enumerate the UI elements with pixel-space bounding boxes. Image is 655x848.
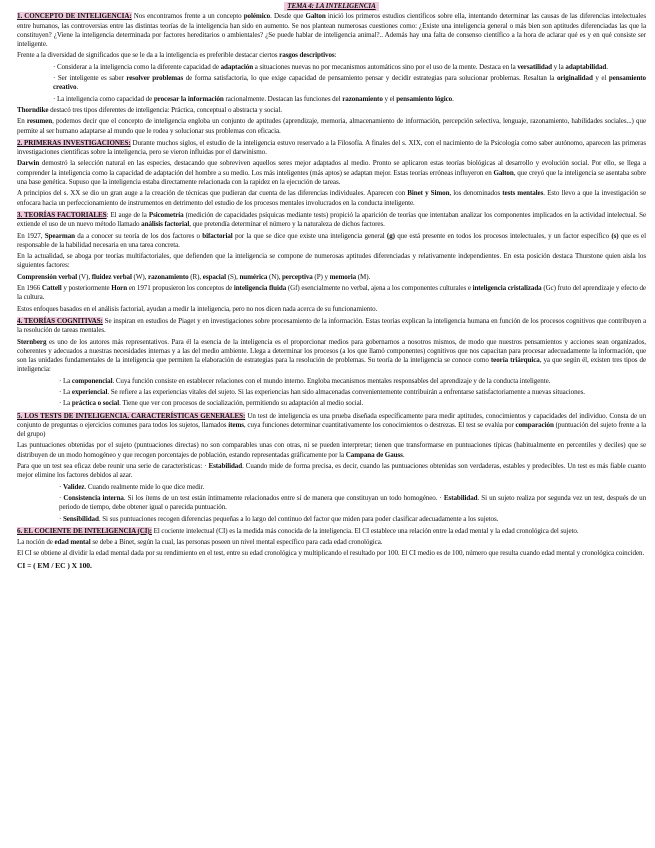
s5-list-item-consistency: · Consistencia interna. Si los ítems de un test están íntimamente relacionados entre sí de manera que constituyan un todo homogéneo. · Estabilidad. Si un sujeto realiza por segunda vez un test, después de un periodo de tiempo, debe obtener igual o parecida puntuación. (59, 493, 647, 512)
s6-paragraph-intro: 6. EL COCIENTE DE INTELIGENCIA (CI): El cociente intelectual (CI) es la medida más conocida de la inteligencia. El CI establece una relación entre la edad mental y la edad cronológica del sujeto. (17, 526, 579, 535)
s5-paragraph-scores: Las puntuaciones obtenidas por el sujeto (puntuaciones directas) no son comparables unas con otras, ni se pueden interpretar; tienen que transformarse en puntuaciones típicas (habitualmente en percentiles y deciles) que se distribuyen de un modo homogéneo y que recogen porcentajes de población, estando representadas gráficamente por la Campana de Gauss. (17, 441, 646, 459)
s5-list-item-validity: · Validez. Cuando realmente mide lo que dice medir. (59, 482, 205, 491)
s1-paragraph-traits: Frente a la diversidad de significados que se le da a la inteligencia es preferible destacar ciertos rasgos descriptivos: (17, 51, 337, 60)
s4-list-item-experiential: · La experiencial. Se refiere a las experiencias vitales del sujeto. Si las experiencias han sido almacenadas convenientemente contribuirán a enfrentarse satisfactoriamente a nuevas situaciones. (59, 387, 585, 396)
s5-list-item-sensitivity: · Sensibilidad. Si sus puntuaciones recogen diferencias pequeñas a lo largo del continuo del factor que miden para poder clasificar adecuadamente a los sujetos. (59, 514, 499, 523)
s2-paragraph-darwin: Darwin demostró la selección natural en las especies, destacando que sobreviven aquellos seres mejor adaptados al medio. Pronto se aplicaron estas teorías biológicas al desarrollo y evolución social. Por ello, se llega a comprender la inteligencia como la capacidad de adaptación del hombre a su medio. Los más inteligentes (más aptos) se adaptan mejor. Estas teorías erróneas influyeron en Galton, que creyó que la inteligencia se asentaba sobre una base genética. Supuso que la inteligencia estaba directamente relacionada con la rapidez en la ejecución de tareas. (17, 159, 646, 187)
s6-paragraph-mental-age: La noción de edad mental se debe a Binet, según la cual, las personas poseen un nivel mental específico para cada edad cronológica. (17, 538, 383, 547)
s5-paragraph-characteristics: Para que un test sea eficaz debe reunir una serie de características: · Estabilidad. Cuando mide de forma precisa, es decir, cuando las puntuaciones obtenidas son verdaderas, estables y predecibles. Un test es más fiable cuanto mejor elimine los factores debidos al azar. (17, 462, 646, 480)
s1-list-item-adaptation: · Considerar a la inteligencia como la diferente capacidad de adaptación a situaciones nuevas no por mecanismos automáticos sino por el uso de la mente. Destaca en la versatilidad y la adaptabilidad. (53, 62, 608, 71)
s4-list-item-componential: · La componencial. Cuya función consiste en establecer relaciones con el mundo interno. Engloba mecanismos mentales responsables del aprendizaje y de la conducta inteligente. (59, 376, 551, 385)
s4-heading: 4. TEORÍAS COGNITIVAS: (17, 316, 103, 325)
s3-paragraph-multifactorial: En la actualidad, se aboga por teorías multifactoriales, que defienden que la inteligencia se compone de numerosas aptitudes diferenciadas y relativamente independientes. En esta posición destaca Thurstone quien aisla los siguientes factores: (17, 252, 646, 270)
iq-formula: CI = ( EM / EC ) X 100. (17, 560, 92, 570)
s3-paragraph-conclusion: Estos enfoques basados en el análisis factorial, ayudan a medir la inteligencia, pero no nos dicen nada acerca de su funcionamiento. (17, 304, 378, 313)
page-title: TEMA 4: LA INTELIGENCIA (284, 2, 378, 11)
s3-paragraph-intro: 3. TEORÍAS FACTORIALES: El auge de la Psicometría (medición de capacidades psíquicas mediante tests) propició la aparición de teorías que intentaban analizar los componentes implicados en la actividad intelectual. Se extiende el uso de un nuevo método llamado análisis factorial, que pretendía determinar el número y la naturaleza de dichos factores. (17, 210, 646, 229)
s2-paragraph-intro: 2. PRIMERAS INVESTIGACIONES: Durante muchos siglos, el estudio de la inteligencia estuvo reservado a la Filosofía. A finales del s. XIX, con el nacimiento de la Psicología como saber autónomo, aparecen las primeras investigaciones científicas sobre la inteligencia, pero se vieron influidas por el darwinismo. (17, 138, 646, 157)
s1-list-item-problems: · Ser inteligente es saber resolver problemas de forma satisfactoria, lo que exige capacidad de pensamiento pensar y decidir estrategias para solucionar problemas. Resaltan la originalidad y el pensamiento creativo. (53, 74, 647, 92)
s1-paragraph-intro: 1. CONCEPTO DE INTELIGENCIA: Nos encontramos frente a un concepto polémico. Desde que Galton inició los primeros estudios científicos sobre ella, intentando determinar las causas de las diferencias intelectuales entre humanos, las controversias entre las distintas teorías de la inteligencia han sido en aumento. Se nos plantean numerosas cuestiones como: ¿Existe una inteligencia general o más bien son aptitudes diferenciadas las que la constituyen? ¿Viene la inteligencia determinada por factores hereditarios o ambientales? ¿Se puede hablar de inteligencia animal?.. Además hay una falta de consenso científico a la hora de aclarar qué es y en qué consiste ser inteligente. (17, 12, 647, 49)
s4-paragraph-sternberg: Sternberg es uno de los autores más representativos. Para él la esencia de la inteligencia es el proporcionar medios para gobernarnos a nosotros mismos, de modo que nuestros pensamientos y acciones sean organizados, coherentes y adecuados a nuestras necesidades internas y a las del medio ambiente. Llega a determinar los procesos (a los que llamó componentes) cognitivos que nos capacitan para procesar adecuadamente la información, que son las unidades fundamentales de la inteligencia que permiten la elaboración de estrategias para la resolución de problemas. Su teoría de la inteligencia se conoce como teoría triárquica, ya que según él, existen tres tipos de inteligencia: (17, 337, 646, 374)
s6-paragraph-calculation: El CI se obtiene al dividir la edad mental dada por su rendimiento en el test, entre su edad cronológica y multiplicando el resultado por 100. El CI medio es de 100, número que resulta cuando edad mental y cronológica coinciden. (17, 549, 645, 558)
s6-heading: 6. EL COCIENTE DE INTELIGENCIA (CI): (17, 526, 152, 535)
s5-paragraph-intro: 5. LOS TESTS DE INTELIGENCIA. CARACTERÍSTICAS GENERALES: Un test de inteligencia es una prueba diseñada específicamente para medir aptitudes, conocimientos y capacidades del individuo. Consta de un conjunto de preguntas o ejercicios comunes para todos los sujetos, llamados ítems, cuya funciones determinar cuantitativamente los conocimientos o destrezas. El test se evalúa por comparación (puntuación del sujeto frente a la del grupo) (17, 411, 647, 439)
s1-list-item-information: · La inteligencia como capacidad de procesar la información racionalmente. Destacan las funciones del razonamiento y el pensamiento lógico. (53, 94, 454, 103)
s3-paragraph-spearman: En 1927, Spearman da a conocer su teoría de los dos factores o bifactorial por la que se dice que existe una inteligencia general (g) que está presente en todos los procesos intelectuales, y un factor específico (s) que es el responsable de la habilidad necesaria en una tarea concreta. (17, 231, 646, 249)
s5-heading: 5. LOS TESTS DE INTELIGENCIA. CARACTERÍSTICAS GENERALES: (17, 411, 246, 420)
s1-paragraph-summary: En resumen, podemos decir que el concepto de inteligencia engloba un conjunto de aptitudes (aprendizaje, memoria, almacenamiento de información, percepción selectiva, lenguaje, razonamiento, habilidades sociales...) que permite al ser humano adaptarse al mundo que le rodea y solucionar sus problemas con eficacia. (17, 117, 646, 135)
s1-heading: 1. CONCEPTO DE INTELIGENCIA: (17, 12, 132, 21)
s2-heading: 2. PRIMERAS INVESTIGACIONES: (17, 138, 131, 147)
s4-list-item-practical: · La práctica o social. Tiene que ver con procesos de socialización, permitiendo su adaptación al medio social. (59, 399, 364, 408)
s3-heading: 3. TEORÍAS FACTORIALES (17, 210, 107, 219)
s3-paragraph-thurstone-factors: Comprensión verbal (V), fluidez verbal (W), razonamiento (R), espacial (S), numérica (N), perceptiva (P) y memoria (M). (17, 272, 371, 281)
s2-paragraph-tests: A principios del s. XX se dio un gran auge a la creación de técnicas que pudieran dar cuenta de las diferencias individuales. Aparecen con Binet y Simon, los denominados tests mentales. Esto llevo a que la investigación se enfocara hacia un perfeccionamiento de instrumentos en detrimento del estudio de los procesos mentales involucrados en la conducta inteligente. (17, 189, 646, 207)
s4-paragraph-intro: 4. TEORÍAS COGNITIVAS: Se inspiran en estudios de Piaget y en investigaciones sobre procesamiento de la información. Estas teorías explican la inteligencia humana en función de los procesos cognitivos que contribuyen a la resolución de tareas mentales. (17, 316, 646, 335)
s1-paragraph-thorndike: Thorndike destacó tres tipos diferentes de inteligencia: Práctica, conceptual o abstracta y social. (17, 105, 282, 114)
s3-paragraph-cattell: En 1966 Cattell y posteriormente Horn en 1971 propusieron los conceptos de inteligencia fluida (Gf) esencialmente no verbal, ajena a los componentes culturales e inteligencia cristalizada (Gc) fruto del aprendizaje y efecto de la cultura. (17, 284, 646, 302)
